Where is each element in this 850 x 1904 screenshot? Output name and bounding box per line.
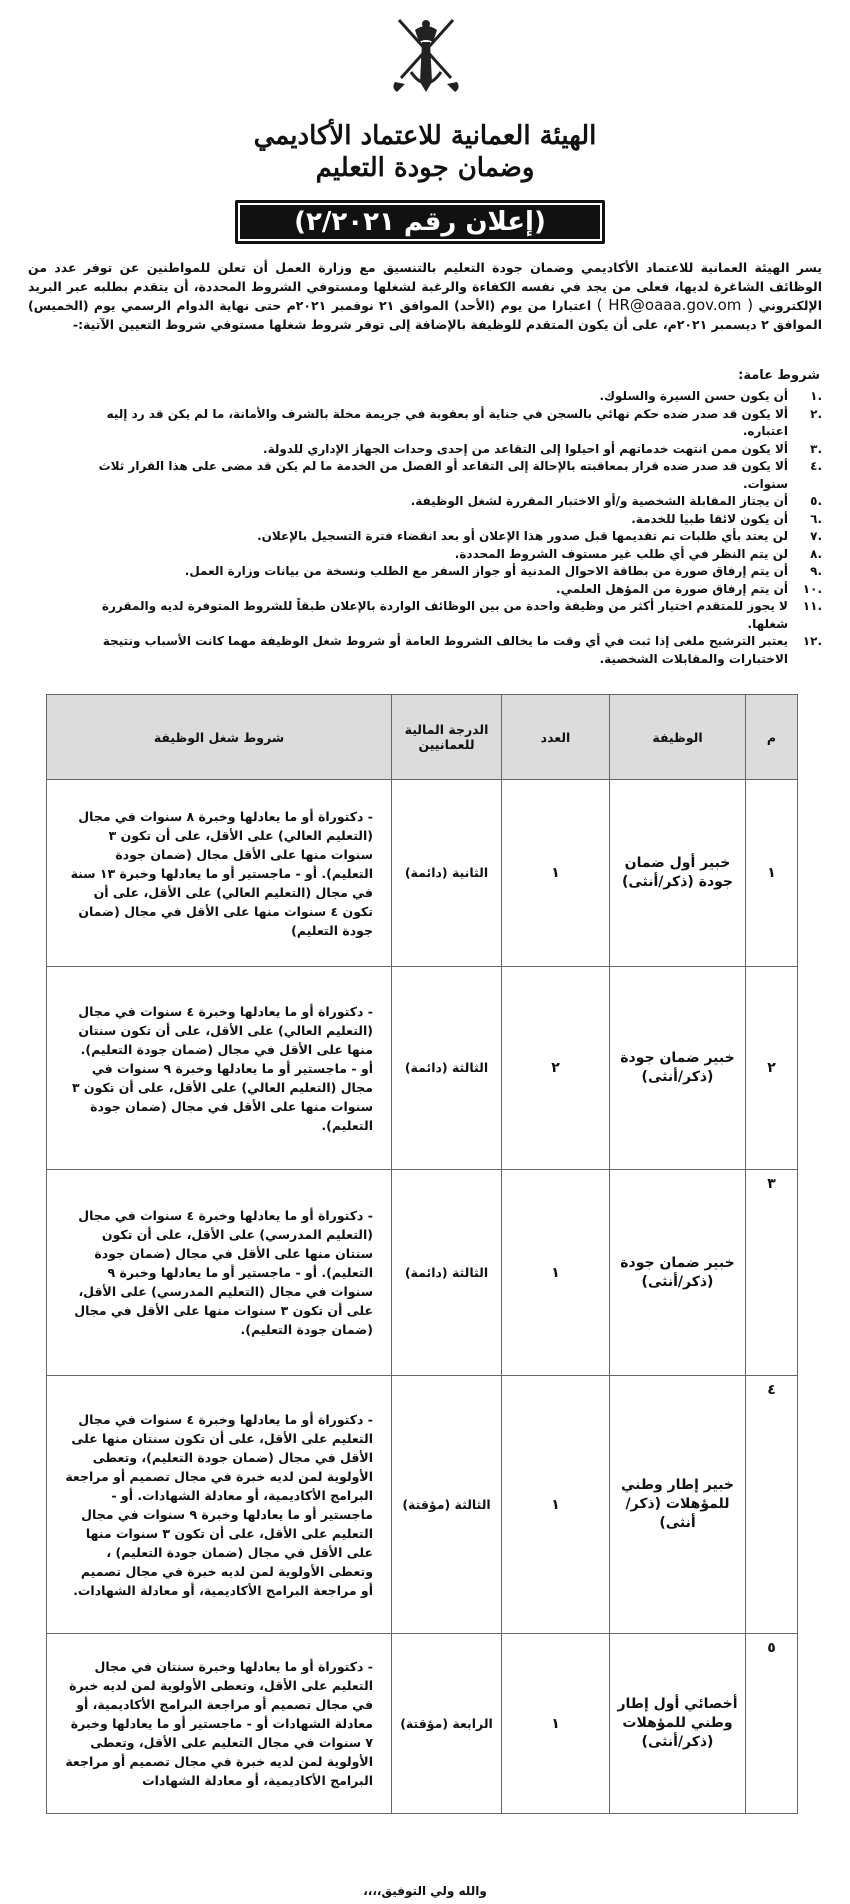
- condition-text: أن يكون لائقا طبيا للخدمة.: [631, 511, 788, 526]
- announcement-number: (إعلان رقم ٢/٢٠٢١): [294, 207, 546, 237]
- condition-item: [60, 406, 822, 441]
- condition-number: .١: [810, 389, 822, 403]
- header-count: العدد: [502, 695, 610, 780]
- job-count: ١: [502, 780, 610, 967]
- job-title: خبير إطار وطني للمؤهلات (ذكر/أنثى): [610, 1376, 746, 1634]
- job-conditions: - دكتوراة أو ما يعادلها وخبرة ٤ سنوات في مجال (التعليم العالي) على الأقل، على أن تكون سنتان منها على الأقل في مجال (ضمان جودة التعليم). أو - ماجستير أو ما يعادلها وخبرة ٩ سنوات في مجال (التعليم العالي) على الأقل، على أن تكون ٣ سنوات منها على الأقل في مجال (ضمان جودة التعليم).: [47, 967, 392, 1170]
- row-index: ١: [746, 780, 798, 967]
- job-conditions: - دكتوراة أو ما يعادلها وخبرة ٨ سنوات في مجال (التعليم العالي) على الأقل، على أن تكون ٣ سنوات منها على الأقل مجال (ضمان جودة التعليم). أو - ماجستير أو ما يعادلها وخبرة ١٣ سنة في مجال (التعليم العالي) على الأقل، على أن تكون ٤ سنوات منها على الأقل في مجال (ضمان جودة التعليم): [47, 780, 392, 967]
- condition-number: .٤: [810, 459, 822, 473]
- email-address[interactable]: ( HR@oaaa.gov.om ): [596, 296, 754, 314]
- row-index: ٥: [746, 1634, 798, 1814]
- general-conditions-list: [60, 388, 822, 668]
- announcement-banner: [235, 200, 605, 244]
- condition-number: .١٠: [802, 581, 822, 596]
- condition-text: لا يجوز للمتقدم اختيار أكثر من وظيفة واحدة من بين الوظائف الواردة بالإعلان طبقاً للشروط المتوفرة لديه والمقررة شغلها.: [101, 599, 788, 631]
- condition-item: [60, 493, 822, 511]
- intro-line1: يسر الهيئة العمانية للاعتماد الأكاديمي وضمان جودة التعليم بالتنسيق مع وزارة العمل أن تعلن للمواطنين عن توفر عدد من الوظائف الشاغرة لديها،: [28, 260, 822, 294]
- row-index: ٤: [746, 1376, 798, 1634]
- condition-number: .٧: [810, 529, 822, 543]
- jobs-table: [46, 694, 798, 1814]
- general-conditions-title: شروط عامة:: [738, 368, 820, 383]
- table-row: [47, 780, 798, 967]
- condition-number: .١١: [802, 599, 822, 613]
- table-header-row: [47, 695, 798, 780]
- job-rank: الثالثة (دائمة): [392, 1170, 502, 1376]
- condition-number: .٩: [810, 564, 822, 578]
- job-count: ١: [502, 1376, 610, 1634]
- national-emblem-icon: [385, 12, 467, 100]
- condition-item: [60, 581, 822, 599]
- org-name-line2: وضمان جودة التعليم: [315, 153, 535, 183]
- condition-text: ألا يكون قد صدر ضده قرار بمعاقبته بالإحالة إلى التقاعد أو الفصل من الخدمة ما لم يكن قد مضى على هذا القرار ثلاث سنوات.: [98, 459, 788, 491]
- condition-item: [60, 528, 822, 546]
- job-count: ١: [502, 1170, 610, 1376]
- condition-text: ألا يكون قد صدر ضده حكم نهائي بالسجن في جناية أو بعقوبة في جريمة مخلة بالشرف والأمانة، ما لم يكن قد رد إليه اعتباره.: [106, 406, 788, 438]
- condition-item: [60, 563, 822, 581]
- job-title: أخصائي أول إطار وطني للمؤهلات (ذكر/أنثى): [610, 1634, 746, 1814]
- condition-number: .٣: [810, 441, 822, 456]
- condition-text: يعتبر الترشيح ملغى إذا ثبت في أي وقت ما يخالف الشروط العامة أو شروط شغل الوظيفة مهما كانت الأسباب ونتيجة الاختبارات والمقابلات الشخصية.: [102, 634, 788, 666]
- job-title: خبير ضمان جودة (ذكر/أنثى): [610, 1170, 746, 1376]
- job-count: ١: [502, 1634, 610, 1814]
- job-rank: الثالثة (دائمة): [392, 967, 502, 1170]
- job-conditions: - دكتوراة أو ما يعادلها وخبرة ٤ سنوات في مجال التعليم على الأقل، على أن تكون سنتان منها على الأقل في مجال (ضمان جودة التعليم)، وتعطى الأولوية لمن لديه خبرة في مجال تصميم أو مراجعة البرامج الأكاديمية، أو معادلة الشهادات. أو - ماجستير أو ما يعادلها وخبرة ٩ سنوات في مجال التعليم على الأقل، على أن تكون ٣ سنوات منها على الأقل في مجال (ضمان جودة التعليم) ، وتعطى الأولوية لمن لديه خبرة في مجال تصميم أو مراجعة البرامج الأكاديمية، أو معادلة الشهادات.: [47, 1376, 392, 1634]
- closing-text: والله ولي التوفيق،،،،: [363, 1884, 487, 1898]
- condition-text: أن يتم إرفاق صورة من بطاقة الاحوال المدنية أو جواز السفر مع الطلب ونسخة من بيانات وزارة العمل.: [184, 564, 788, 578]
- header-job-title: الوظيفة: [610, 695, 746, 780]
- header-index: م: [746, 695, 798, 780]
- condition-item: [60, 546, 822, 564]
- condition-item: [60, 633, 822, 668]
- job-conditions: - دكتوراة أو ما يعادلها وخبرة ٤ سنوات في مجال (التعليم المدرسي) على الأقل، على أن تكون سنتان منها على الأقل في مجال (ضمان جودة التعليم). أو - ماجستير أو ما يعادلها وخبرة ٩ سنوات في مجال (التعليم المدرسي) على الأقل، على أن تكون ٣ سنوات منها على الأقل في مجال (ضمان جودة التعليم).: [47, 1170, 392, 1376]
- condition-number: .٥: [810, 494, 822, 508]
- organization-name: [200, 120, 650, 184]
- row-index: ٣: [746, 1170, 798, 1376]
- condition-number: .١٢: [802, 634, 822, 648]
- condition-text: لن يعتد بأي طلبات تم تقديمها قبل صدور هذا الإعلان أو بعد انقضاء فترة التسجيل بالإعلان.: [257, 529, 788, 543]
- condition-text: أن يتم إرفاق صورة من المؤهل العلمي.: [556, 581, 788, 596]
- condition-item: [60, 598, 822, 633]
- condition-item: [60, 458, 822, 493]
- condition-number: .٦: [810, 511, 822, 526]
- table-row: [47, 1170, 798, 1376]
- job-title: خبير ضمان جودة (ذكر/أنثى): [610, 967, 746, 1170]
- table-row: [47, 1634, 798, 1814]
- table-row: [47, 967, 798, 1170]
- header-conditions: شروط شغل الوظيفة: [47, 695, 392, 780]
- job-rank: الرابعة (مؤقتة): [392, 1634, 502, 1814]
- job-rank: الثالثة (مؤقتة): [392, 1376, 502, 1634]
- org-name-line1: الهيئة العمانية للاعتماد الأكاديمي: [253, 121, 597, 151]
- condition-text: لن يتم النظر في أي طلب غير مستوف الشروط المحددة.: [454, 546, 788, 561]
- condition-number: .٢: [810, 406, 822, 421]
- intro-line2: فعلى من يجد في نفسه الكفاءة والرغبة لشغلها ومستوفي الشروط المحددة، أن يتقدم بطلبه عبر البريد الإلكتروني: [28, 279, 822, 313]
- header-rank: الدرجة المالية للعمانيين: [392, 695, 502, 780]
- condition-item: [60, 388, 822, 406]
- condition-item: [60, 441, 822, 459]
- intro-paragraph: [28, 258, 822, 334]
- job-count: ٢: [502, 967, 610, 1170]
- job-title: خبير أول ضمان جودة (ذكر/أنثى): [610, 780, 746, 967]
- job-rank: الثانية (دائمة): [392, 780, 502, 967]
- condition-number: .٨: [810, 546, 822, 561]
- table-row: [47, 1376, 798, 1634]
- job-conditions: - دكتوراة أو ما يعادلها وخبرة سنتان في مجال التعليم على الأقل، وتعطى الأولوية لمن لديه خبرة في مجال تصميم أو مراجعة البرامج الأكاديمية، أو معادلة الشهادات أو - ماجستير أو ما يعادلها وخبرة ٧ سنوات في مجال التعليم على الأقل، وتعطى الأولوية لمن لديه خبرة في مجال تصميم أو مراجعة البرامج الأكاديمية، أو معادلة الشهادات: [47, 1634, 392, 1814]
- condition-text: أن يكون حسن السيرة والسلوك.: [599, 389, 788, 403]
- condition-text: ألا يكون ممن انتهت خدماتهم أو احيلوا إلى التقاعد من إحدى وحدات الجهاز الإداري للدولة.: [263, 441, 788, 456]
- row-index: ٢: [746, 967, 798, 1170]
- intro-line4: بالإضافة إلى توفر شروط شغلها مستوفي شروط التعيين الآتية:-: [72, 317, 467, 332]
- condition-text: أن يجتاز المقابلة الشخصية و/أو الاختبار المقررة لشغل الوظيفة.: [410, 494, 788, 508]
- condition-item: [60, 511, 822, 529]
- intro-line3: اعتبارا من يوم (الأحد) الموافق ٢١ نوفمبر ٢٠٢١م حتى نهاية الدوام الرسمي يوم (الخميس) الموافق ٢ ديسمبر ٢٠٢١م، على أن يكون المتقدم للوظيفة: [28, 298, 822, 332]
